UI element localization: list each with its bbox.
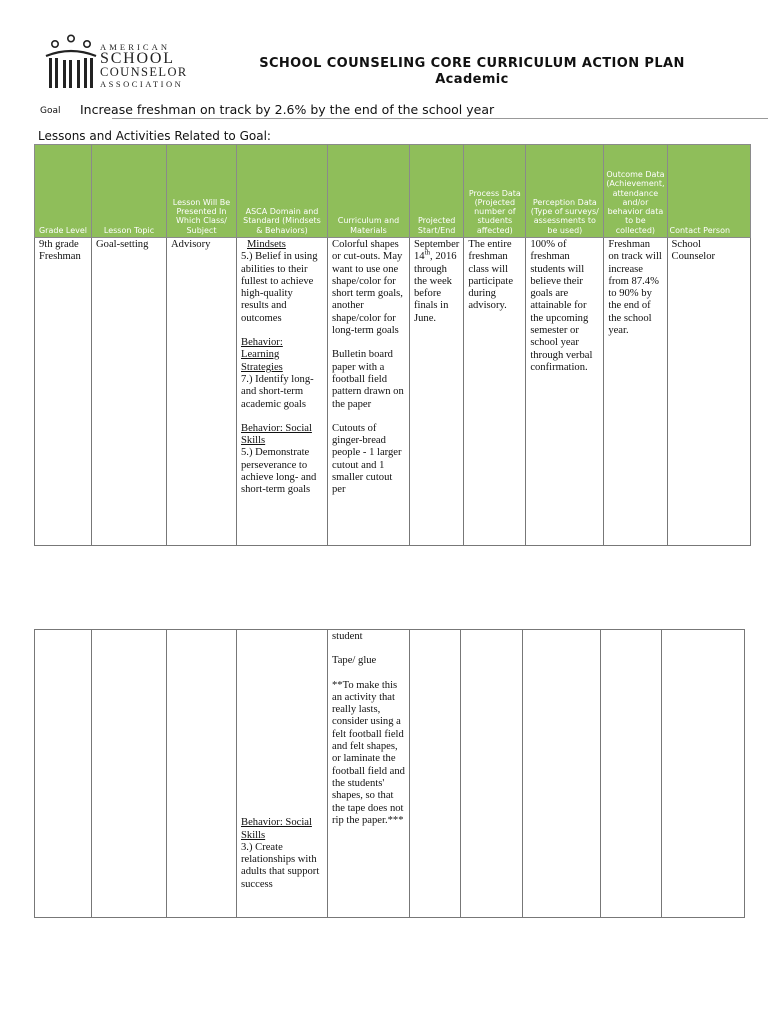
curriculum-paragraph-2: Tape/ glue <box>332 655 377 667</box>
cell-process-empty <box>461 630 523 918</box>
cell-presented-empty <box>167 630 237 918</box>
header-projected: Projected Start/End <box>410 145 464 238</box>
asca-logo <box>38 34 198 94</box>
action-plan-table-continued <box>34 629 745 918</box>
cell-contact: School Counselor <box>667 238 750 546</box>
header-perception-data: Perception Data (Type of surveys/ assessments to be used) <box>526 145 604 238</box>
curriculum-paragraph-3: Cutouts of ginger-bread people - 1 larger cutout and 1 smaller cutout per <box>332 422 402 496</box>
header-lesson-topic: Lesson Topic <box>92 145 167 238</box>
header-outcome-data: Outcome Data (Achievement, attendance and/or behavior data to be collected) <box>604 145 667 238</box>
cell-topic: Goal-setting <box>92 238 167 546</box>
cell-asca <box>237 630 328 918</box>
goal-text: Increase freshman on track by 2.6% by the end of the school year <box>80 102 495 117</box>
cell-projected <box>410 238 464 546</box>
asca-logo-icon <box>44 34 100 92</box>
asca-behavior-social-item: 3.) Create relationships with adults that support success <box>241 841 320 890</box>
cell-asca <box>237 238 328 546</box>
curriculum-paragraph-3: **To make this an activity that really lasts, consider using a felt football field and felt shapes, or laminate the football field and the students' shapes, so that the tape does not rip the paper.*** <box>332 679 405 826</box>
asca-behavior-learning-heading: Behavior: Learning Strategies <box>241 337 283 373</box>
cell-outcome: Freshman on track will increase from 87.4% to 90% by the end of the school year. <box>604 238 667 546</box>
asca-behavior-social-heading: Behavior: Social Skills <box>241 422 312 447</box>
table-row <box>35 630 745 918</box>
document-subtitle: Academic <box>435 72 509 87</box>
header-process-data: Process Data (Projected number of students affected) <box>464 145 526 238</box>
cell-perception-empty <box>523 630 601 918</box>
goal-underline <box>112 118 768 119</box>
asca-mindsets-item: 5.) Belief in using abilities to their fullest to achieve high-quality results and outcomes <box>241 251 318 324</box>
cell-projected-empty <box>410 630 461 918</box>
header-contact-person: Contact Person <box>667 145 750 238</box>
cell-curriculum <box>328 630 410 918</box>
logo-line-3: COUNSELOR <box>100 65 188 79</box>
asca-mindsets-heading: Mindsets <box>247 239 286 250</box>
projected-date-suffix: th <box>424 248 431 257</box>
curriculum-paragraph-1: Colorful shapes or cut-outs. May want to use one shape/color for short term goals, another shape/color for long-term goals <box>332 239 403 337</box>
cell-contact-empty <box>662 630 745 918</box>
logo-line-2: SCHOOL <box>100 50 175 67</box>
document-title: SCHOOL COUNSELING CORE CURRICULUM ACTION PLAN <box>259 56 685 71</box>
header-asca-domain: ASCA Domain and Standard (Mindsets & Behaviors) <box>237 145 328 238</box>
table-row <box>35 238 751 546</box>
goal-row <box>40 102 768 119</box>
cell-grade: 9th grade Freshman <box>35 238 92 546</box>
cell-presented: Advisory <box>167 238 237 546</box>
asca-behavior-learning-item: 7.) Identify long- and short-term academic goals <box>241 373 314 410</box>
logo-line-4: ASSOCIATION <box>100 79 184 89</box>
logo-line-1: AMERICAN <box>100 42 171 52</box>
cell-topic-empty <box>92 630 167 918</box>
asca-logo-text <box>100 42 188 89</box>
header-grade-level: Grade Level <box>35 145 92 238</box>
curriculum-paragraph-2: Bulletin board paper with a football field pattern drawn on the paper <box>332 349 404 410</box>
curriculum-paragraph-1: student <box>332 631 363 642</box>
cell-perception: 100% of freshman students will believe their goals are attainable for the upcoming semester or school year through verbal confirmation. <box>526 238 604 546</box>
asca-behavior-social-heading: Behavior: Social Skills <box>241 817 312 841</box>
cell-process: The entire freshman class will participate during advisory. <box>464 238 526 546</box>
cell-outcome-empty <box>601 630 662 918</box>
projected-date: September 14 <box>414 239 460 263</box>
cell-grade-empty <box>35 630 92 918</box>
table-header-row <box>35 145 751 238</box>
cell-curriculum <box>328 238 410 546</box>
header-curriculum: Curriculum and Materials <box>328 145 410 238</box>
projected-range: , 2016 through the week before finals in June. <box>414 251 457 324</box>
action-plan-table <box>34 144 751 546</box>
header-presented-class: Lesson Will Be Presented In Which Class/ Subject <box>167 145 237 238</box>
goal-label: Goal <box>40 106 61 116</box>
lessons-label: Lessons and Activities Related to Goal: <box>38 129 271 143</box>
document-title-block <box>232 56 712 88</box>
asca-behavior-social-item: 5.) Demonstrate perseverance to achieve long- and short-term goals <box>241 447 317 496</box>
